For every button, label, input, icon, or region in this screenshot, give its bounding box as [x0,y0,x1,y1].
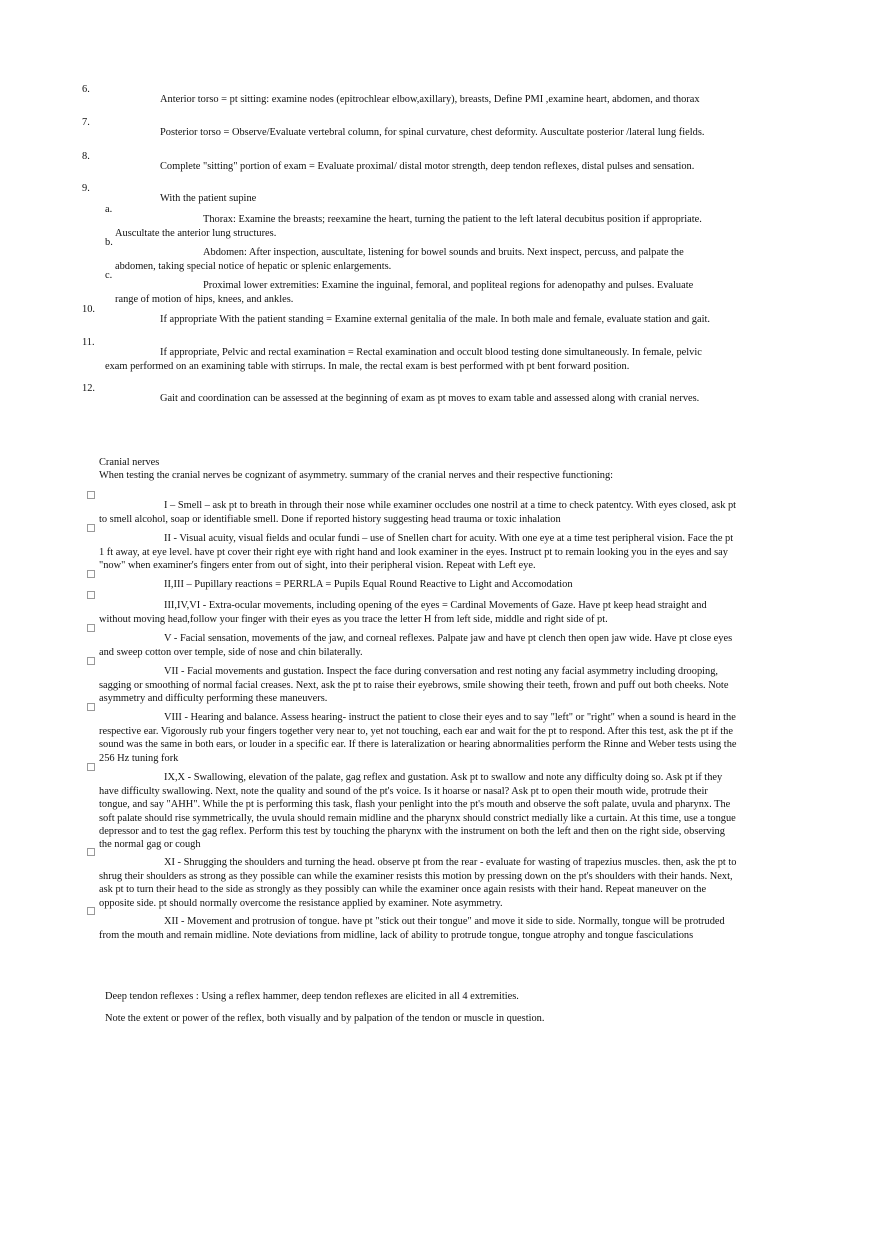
bullet-icon [87,591,95,599]
list-item: Gait and coordination can be assessed at the beginning of exam as pt moves to exam table and assessed along with cranial nerves. [160,393,700,405]
bullet-icon [87,763,95,771]
list-item: IX,X - Swallowing, elevation of the palate, gag reflex and gustation. Ask pt to swallow and note any difficulty doing so. Ask pt if they have difficulty swallowing. Next, note the quality and sound of the pt's voice. Is it hoarse or nasal? Ask pt to open their mouth wide, protrude their tongue, and say "AHH". While the pt is performing this task, flash your penlight into the pt's mouth and observe the soft palate, uvula and pharynx. The soft palate should rise symmetrically, the uvula should remain midline and the pharynx should constrict medially like a curtain. At this time, use a tongue depressor and to test the gag reflex. Perform this test by touching the pharynx with the instrument on both the left and then on the right side, observing the normal gag or cough [99,772,736,851]
list-item: III,IV,VI - Extra-ocular movements, including opening of the eyes = Cardinal Movements of Gaze. Have pt keep head straight and without moving head,follow your finger with their eyes as you trace the letter H from left side, middle and right side of pt. [99,600,707,625]
reflex-paragraph: Deep tendon reflexes : Using a reflex hammer, deep tendon reflexes are elicited in all 4 extremities. [105,991,519,1002]
bullet-icon [87,524,95,532]
list-item: II - Visual acuity, visual fields and ocular fundi – use of Snellen chart for acuity. With one eye at a time test peripheral vision. Face the pt 1 ft away, at eye level. have pt cover their right eye with right hand and look examiner in the eyes. Instruct pt to remain looking you in the eyes and say "now" when examiner's fingers enter from out of sight, into their peripheral vision. Repeat with Left eye. [99,533,734,572]
list-number: 12. [82,383,95,394]
bullet-icon [87,657,95,665]
list-item: XII - Movement and protrusion of tongue. have pt "stick out their tongue" and move it side to side. Normally, tongue will be protruded from the mouth and remain midline. Note deviations from midline, lack of ability to protrude tongue, tongue atrophy and tongue fasciculations [99,916,725,941]
bullet-icon [87,570,95,578]
bullet-icon [87,703,95,711]
list-number: 8. [82,151,90,162]
list-item: With the patient supine [160,193,257,205]
sublist-letter: c. [105,270,113,281]
sublist-letter: a. [105,204,113,215]
list-number: 7. [82,117,90,128]
list-item: Complete "sitting" portion of exam = Evaluate proximal/ distal motor strength, deep tendon reflexes, distal pulses and sensation. [160,161,695,173]
bullet-icon [87,624,95,632]
list-number: 9. [82,183,90,194]
bullet-icon [87,907,95,915]
bullet-icon [87,848,95,856]
list-item: I – Smell – ask pt to breath in through their nose while examiner occludes one nostril at a time to check patentcy. With eyes closed, ask pt to smell alcohol, soap or identifiable smell. Done if reported history suggesting head trauma or toxic inhalation [99,500,737,525]
reflex-paragraph: Note the extent or power of the reflex, both visually and by palpation of the tendon or muscle in question. [105,1013,545,1024]
sublist-item: Abdomen: After inspection, auscultate, listening for bowel sounds and bruits. Next inspect, percuss, and palpate the abdomen, taking special notice of hepatic or splenic enlargements. [115,247,684,272]
section-heading: Cranial nerves [99,457,160,468]
list-item: XI - Shrugging the shoulders and turning the head. observe pt from the rear - evaluate for wasting of trapezius muscles. then, ask the pt to shrug their shoulders as strong as they possible can while the examiner resists this motion by pressing down on the pt's shoulders with their hands. Next, ask pt to turn their head to the side as strongly as they possibly can while the examiner once again resists with their hand. Repeat maneuver on the opposite side. pt should normally overcome the resistance applied by examiner. Note asymmetry. [99,857,737,909]
section-intro: When testing the cranial nerves be cognizant of asymmetry. summary of the cranial nerves and their respective functioning: [99,470,614,481]
bullet-icon [87,491,95,499]
list-item: If appropriate With the patient standing = Examine external genitalia of the male. In both male and female, evaluate station and gait. [160,314,710,326]
list-item: II,III – Pupillary reactions = PERRLA = Pupils Equal Round Reactive to Light and Accomodation [164,579,573,591]
list-item: VII - Facial movements and gustation. Inspect the face during conversation and rest noting any facial asymmetry including drooping, sagging or smoothing of normal facial creases. Next, ask the pt to raise their eyebrows, smile showing their teeth, frown and puff out both cheeks. Note asymmetry and difficulty performing these maneuvers. [99,666,729,705]
list-item: If appropriate, Pelvic and rectal examination = Rectal examination and occult blood testing done simultaneously. In female, pelvic exam performed on an examining table with stirrups. In male, the rectal exam is best performed with pt bent forward position. [105,347,702,372]
list-item: Posterior torso = Observe/Evaluate vertebral column, for spinal curvature, chest deformity. Auscultate posterior /lateral lung fields. [160,127,705,139]
list-item: Anterior torso = pt sitting: examine nodes (epitrochlear elbow,axillary), breasts, Define PMI ,examine heart, abdomen, and thorax [160,94,700,106]
list-item: V - Facial sensation, movements of the jaw, and corneal reflexes. Palpate jaw and have pt clench then open jaw wide. Have pt close eyes and sweep cotton over temple, side of nose and chin bilaterally. [99,633,733,658]
list-number: 10. [82,304,95,315]
sublist-letter: b. [105,237,113,248]
sublist-item: Proximal lower extremities: Examine the inguinal, femoral, and popliteal regions for adenopathy and pulses. Evaluate range of motion of hips, knees, and ankles. [115,280,694,305]
list-item: VIII - Hearing and balance. Assess hearing- instruct the patient to close their eyes and to say "left" or "right" when a sound is heard in the respective ear. Vigorously rub your fingers together very near to, yet not touching, each ear and wait for the pt to respond. After this test, ask the pt if the sound was the same in both ears, or louder in a specific ear. If there is lateralization or hearing abnormalities perform the Rinne and Weber tests using the 256 Hz tuning fork [99,712,737,764]
sublist-item: Thorax: Examine the breasts; reexamine the heart, turning the patient to the left lateral decubitus position if appropriate. Auscultate the anterior lung structures. [115,214,702,239]
list-number: 6. [82,84,90,95]
list-number: 11. [82,337,95,348]
